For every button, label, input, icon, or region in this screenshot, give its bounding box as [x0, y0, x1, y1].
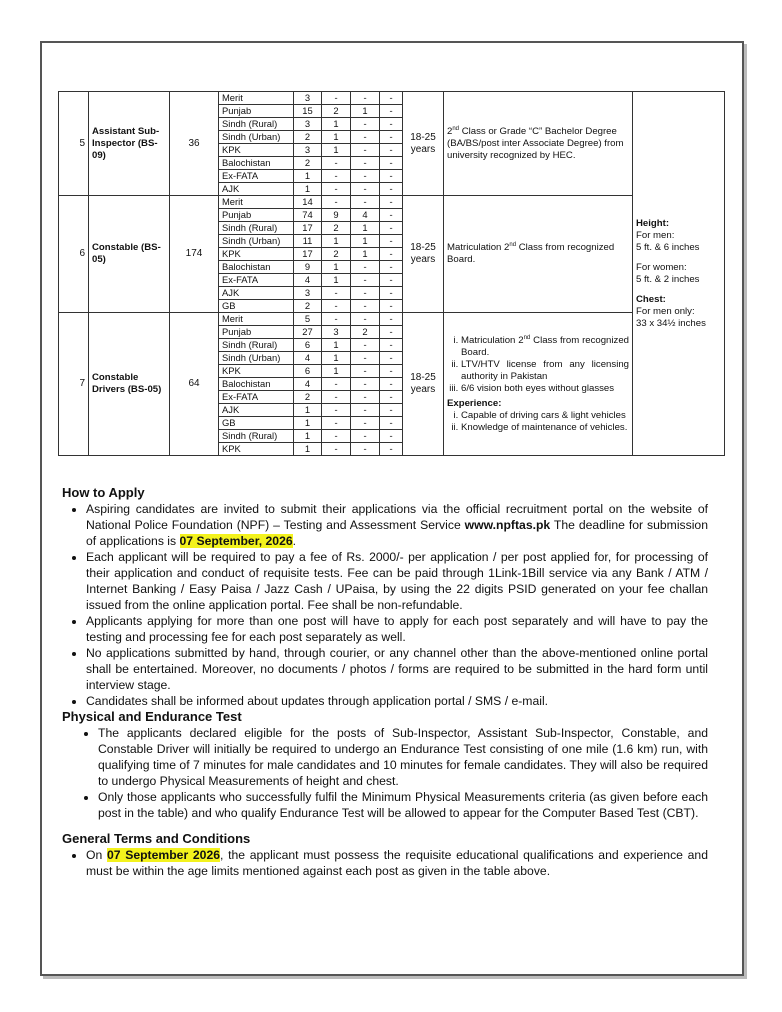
experience-item: ii. Knowledge of maintenance of vehicles.: [461, 422, 629, 434]
terms-bullet-pre: On: [86, 848, 107, 862]
quota-col-3: -: [380, 235, 403, 248]
quota-col-3: -: [380, 248, 403, 261]
men-height: 5 ft. & 6 inches: [636, 241, 700, 253]
how-to-apply-heading: How to Apply: [62, 485, 145, 500]
quota-col-3: -: [380, 274, 403, 287]
apply-bullet-2: • Each applicant will be required to pay a fee of Rs. 2000/- per application / per post applied for, for processing of their application and conduct of requisite tests. Fee can be paid through 1Link-1Bill service via any Bank / ATM / Internet Banking / Easy Paisa / Jazz Cash / UPaisa, by using the 22 digits PSID generated on your fee challan issued from the online application portal. Fee shall be non-refundable.: [86, 549, 708, 613]
apply-bullet-1-text: Aspiring candidates are invited to submit their applications via the official recruitment portal on the website of National Police Foundation (NPF) – Testing and Assessment Service: [86, 502, 708, 532]
qualification-text-end: Class from recognized Board.: [447, 242, 615, 265]
quota-col-2: -: [351, 170, 380, 183]
terms-heading: General Terms and Conditions: [62, 831, 251, 846]
qualification-item-text: Matriculation 2: [461, 334, 524, 346]
apply-bullet-5: • Candidates shall be informed about updates through application portal / SMS / e-mail.: [86, 693, 708, 709]
quota-col-3: -: [380, 300, 403, 313]
quota-region: Ex-FATA: [219, 391, 294, 404]
terms-date-highlight: 07 September 2026: [106, 848, 221, 862]
quota-col-1: -: [322, 391, 351, 404]
quota-col-1: -: [322, 443, 351, 456]
experience-item: i. Capable of driving cars & light vehicles: [461, 410, 629, 422]
quota-col-2: -: [351, 157, 380, 170]
quota-col-2: -: [351, 430, 380, 443]
quota-col-2: -: [351, 404, 380, 417]
chest-men-label: For men only:: [636, 305, 695, 317]
qualification-sup: nd: [509, 241, 517, 248]
quota-region: KPK: [219, 248, 294, 261]
quota-col-1: 3: [322, 326, 351, 339]
quota-col-1: -: [322, 157, 351, 170]
qualification-item-sup: nd: [523, 334, 531, 341]
quota-col-3: -: [380, 183, 403, 196]
quota-total: 2: [294, 131, 322, 144]
quota-col-2: -: [351, 92, 380, 105]
quota-col-2: 1: [351, 222, 380, 235]
quota-col-2: -: [351, 417, 380, 430]
qualification-item: [461, 335, 629, 359]
quota-region: Sindh (Urban): [219, 235, 294, 248]
quota-total: 3: [294, 118, 322, 131]
quota-col-2: -: [351, 196, 380, 209]
quota-col-3: -: [380, 105, 403, 118]
portal-link[interactable]: www.npftas.pk: [464, 518, 551, 532]
quota-col-1: -: [322, 196, 351, 209]
quota-region: GB: [219, 417, 294, 430]
quota-region: Sindh (Rural): [219, 118, 294, 131]
physical-bullet-1: • The applicants declared eligible for the posts of Sub-Inspector, Assistant Sub-Inspector, Constable, and Constable Driver will initially be required to undergo an Endurance Test consisting of one mile (1.6 km) run, with qualifying time of 7 minutes for male candidates and 10 minutes for female candidates. They will also be required to undergo Physical Measurements of height and chest.: [98, 725, 708, 789]
quota-col-1: -: [322, 287, 351, 300]
men-label: For men:: [636, 229, 675, 241]
quota-col-3: -: [380, 404, 403, 417]
quota-col-2: 1: [351, 105, 380, 118]
height-title: Height:: [636, 217, 670, 229]
quota-region: Balochistan: [219, 157, 294, 170]
quota-total: 4: [294, 274, 322, 287]
quota-col-2: -: [351, 261, 380, 274]
quota-col-1: -: [322, 378, 351, 391]
quota-col-3: -: [380, 131, 403, 144]
quota-col-2: -: [351, 118, 380, 131]
quota-region: Merit: [219, 92, 294, 105]
quota-region: Sindh (Rural): [219, 222, 294, 235]
quota-col-1: -: [322, 430, 351, 443]
quota-col-1: 1: [322, 144, 351, 157]
quota-col-1: 1: [322, 352, 351, 365]
quota-col-3: -: [380, 209, 403, 222]
table-row: [59, 313, 725, 326]
qualification-sup: nd: [452, 125, 460, 132]
quota-col-3: -: [380, 196, 403, 209]
post-title: Constable Drivers (BS-05): [89, 313, 170, 456]
quota-col-3: -: [380, 313, 403, 326]
post-title: Assistant Sub-Inspector (BS-09): [89, 92, 170, 196]
quota-total: 74: [294, 209, 322, 222]
quota-col-3: -: [380, 365, 403, 378]
terms-section: [62, 831, 708, 879]
quota-region: AJK: [219, 287, 294, 300]
quota-total: 5: [294, 313, 322, 326]
experience-list: [447, 410, 629, 434]
quota-col-3: -: [380, 339, 403, 352]
age-limit: 18-25 years: [403, 196, 444, 313]
quota-col-3: -: [380, 118, 403, 131]
quota-region: Merit: [219, 196, 294, 209]
quota-col-1: -: [322, 404, 351, 417]
age-limit: 18-25 years: [403, 313, 444, 456]
quota-total: 2: [294, 157, 322, 170]
serial-number: 5: [59, 92, 89, 196]
quota-col-2: -: [351, 274, 380, 287]
quota-col-3: -: [380, 222, 403, 235]
quota-region: Punjab: [219, 326, 294, 339]
quota-total: 4: [294, 378, 322, 391]
quota-col-3: -: [380, 287, 403, 300]
quota-col-1: 1: [322, 118, 351, 131]
qualification-item-text-end: Class from recognized Board.: [461, 334, 629, 358]
quota-region: Ex-FATA: [219, 274, 294, 287]
chest-value: 33 x 34½ inches: [636, 317, 706, 329]
quota-col-1: 2: [322, 248, 351, 261]
quota-col-2: -: [351, 391, 380, 404]
quota-col-3: -: [380, 170, 403, 183]
serial-number: 7: [59, 313, 89, 456]
quota-region: Merit: [219, 313, 294, 326]
quota-col-2: -: [351, 144, 380, 157]
quota-total: 4: [294, 352, 322, 365]
women-height: 5 ft. & 2 inches: [636, 273, 700, 285]
quota-col-1: 1: [322, 235, 351, 248]
quota-total: 11: [294, 235, 322, 248]
quota-total: 1: [294, 430, 322, 443]
quota-col-1: 2: [322, 222, 351, 235]
quota-total: 9: [294, 261, 322, 274]
qualification-text: 2: [447, 125, 453, 137]
quota-col-1: 1: [322, 131, 351, 144]
quota-col-1: 1: [322, 274, 351, 287]
qualification: [444, 92, 633, 196]
quota-col-2: 4: [351, 209, 380, 222]
apply-bullet-1: [86, 501, 708, 549]
table-row: [59, 196, 725, 209]
quota-col-2: -: [351, 131, 380, 144]
apply-bullet-4: • No applications submitted by hand, through courier, or any channel other than the above-mentioned online portal shall be entertained. Moreover, no documents / photos / forms are required to be submitted in the hard form until interview stage.: [86, 645, 708, 693]
age-limit: 18-25 years: [403, 92, 444, 196]
quota-col-1: 1: [322, 261, 351, 274]
qualification-list: [447, 335, 629, 395]
quota-col-2: -: [351, 352, 380, 365]
quota-total: 6: [294, 339, 322, 352]
women-label: For women:: [636, 261, 687, 273]
quota-col-2: 2: [351, 326, 380, 339]
qualification-item-text: LTV/HTV license from any licensing authority in Pakistan: [461, 358, 629, 382]
quota-region: Sindh (Rural): [219, 430, 294, 443]
quota-col-2: -: [351, 287, 380, 300]
quota-col-1: -: [322, 313, 351, 326]
quota-region: Sindh (Rural): [219, 339, 294, 352]
physical-bullet-2: • Only those applicants who successfully fulfil the Minimum Physical Measurements criteria (as given before each post in the table) and who qualify Endurance Test will be allowed to appear for the Computer Based Test (CBT).: [98, 789, 708, 821]
quota-total: 6: [294, 365, 322, 378]
quota-col-2: -: [351, 443, 380, 456]
quota-col-3: -: [380, 144, 403, 157]
physical-test-section: [62, 709, 708, 821]
quota-region: Balochistan: [219, 378, 294, 391]
quota-col-3: -: [380, 430, 403, 443]
table-row: [59, 92, 725, 105]
quota-total: 3: [294, 144, 322, 157]
quota-col-1: 2: [322, 105, 351, 118]
physical-test-heading: Physical and Endurance Test: [62, 709, 242, 724]
quota-col-3: -: [380, 443, 403, 456]
serial-number: 6: [59, 196, 89, 313]
terms-bullet-1: [86, 847, 708, 879]
quota-region: GB: [219, 300, 294, 313]
qualification-text: Matriculation 2: [447, 242, 510, 253]
chest-title: Chest:: [636, 293, 666, 305]
quota-total: 3: [294, 287, 322, 300]
qualification-text-end: Class or Grade “C” Bachelor Degree (BA/BS/post inter Associate Degree) from university recognized by HEC.: [447, 125, 624, 161]
quota-total: 14: [294, 196, 322, 209]
apply-bullet-3: • Applicants applying for more than one post will have to apply for each post separately and will have to pay the testing and processing fee for each post separately as well.: [86, 613, 708, 645]
quota-total: 17: [294, 222, 322, 235]
how-to-apply-section: [62, 485, 708, 709]
qualification-item: [461, 383, 629, 395]
quota-region: Sindh (Urban): [219, 131, 294, 144]
quota-total: 3: [294, 92, 322, 105]
quota-col-1: 9: [322, 209, 351, 222]
quota-total: 15: [294, 105, 322, 118]
quota-total: 1: [294, 404, 322, 417]
quota-col-3: -: [380, 352, 403, 365]
quota-total: 1: [294, 443, 322, 456]
terms-bullet-post: , the applicant must possess the requisite educational qualifications and experience and must be within the age limits mentioned against each post as given in the table above.: [86, 848, 708, 878]
quota-col-2: -: [351, 378, 380, 391]
quota-col-1: -: [322, 183, 351, 196]
deadline-highlight: 07 September, 2026: [179, 534, 293, 548]
quota-col-2: 1: [351, 248, 380, 261]
quota-region: Sindh (Urban): [219, 352, 294, 365]
spacer: [636, 254, 721, 262]
quota-col-3: -: [380, 391, 403, 404]
quota-region: KPK: [219, 144, 294, 157]
quota-col-1: 1: [322, 365, 351, 378]
experience-title: Experience:: [447, 397, 502, 409]
post-total: 36: [170, 92, 219, 196]
apply-bullet-1-text2: The deadline for submission of applications is: [86, 518, 708, 548]
quota-col-3: -: [380, 378, 403, 391]
quota-col-3: -: [380, 326, 403, 339]
quota-col-2: -: [351, 339, 380, 352]
qualification: [444, 313, 633, 456]
quota-region: AJK: [219, 183, 294, 196]
quota-col-1: -: [322, 300, 351, 313]
quota-region: Balochistan: [219, 261, 294, 274]
spacer: [636, 286, 721, 294]
quota-total: 2: [294, 391, 322, 404]
quota-region: KPK: [219, 443, 294, 456]
quota-total: 1: [294, 183, 322, 196]
quota-region: Punjab: [219, 209, 294, 222]
post-total: 64: [170, 313, 219, 456]
quota-col-3: -: [380, 92, 403, 105]
post-title: Constable (BS-05): [89, 196, 170, 313]
quota-col-1: -: [322, 92, 351, 105]
quota-total: 1: [294, 170, 322, 183]
quota-region: KPK: [219, 365, 294, 378]
quota-col-1: -: [322, 417, 351, 430]
posts-table: [58, 91, 725, 456]
quota-col-2: -: [351, 300, 380, 313]
quota-col-2: 1: [351, 235, 380, 248]
quota-col-3: -: [380, 157, 403, 170]
quota-col-2: -: [351, 365, 380, 378]
quota-region: AJK: [219, 404, 294, 417]
qualification-item: [461, 359, 629, 383]
qualification-item-text: 6/6 vision both eyes without glasses: [461, 382, 615, 394]
quota-col-1: 1: [322, 339, 351, 352]
quota-col-1: -: [322, 170, 351, 183]
quota-total: 1: [294, 417, 322, 430]
quota-total: 27: [294, 326, 322, 339]
quota-total: 17: [294, 248, 322, 261]
physical-measurements: [633, 92, 725, 456]
quota-col-2: -: [351, 183, 380, 196]
quota-region: Ex-FATA: [219, 170, 294, 183]
quota-total: 2: [294, 300, 322, 313]
apply-bullet-1-end: .: [292, 534, 297, 548]
qualification: [444, 196, 633, 313]
post-total: 174: [170, 196, 219, 313]
quota-col-3: -: [380, 417, 403, 430]
quota-col-2: -: [351, 313, 380, 326]
quota-col-3: -: [380, 261, 403, 274]
quota-region: Punjab: [219, 105, 294, 118]
